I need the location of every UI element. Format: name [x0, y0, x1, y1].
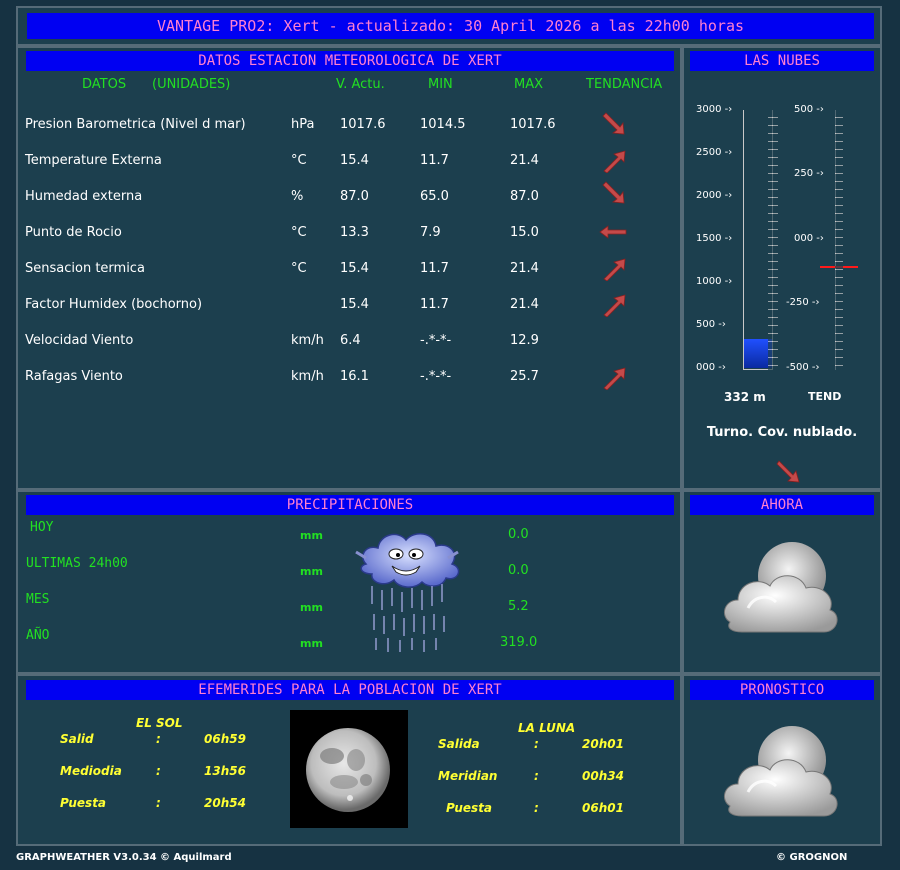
night-cloudy-icon [718, 536, 848, 650]
cloud-status: Turno. Cov. nublado. [706, 425, 858, 440]
row-min: 65.0 [420, 189, 449, 204]
row-unit: km/h [291, 369, 324, 384]
trend-up-arrow-icon [602, 366, 628, 394]
sol-label: Salid [60, 732, 94, 746]
sol-heading: EL SOL [136, 716, 183, 730]
row-max: 21.4 [510, 153, 539, 168]
row-label: Velocidad Viento [25, 333, 134, 348]
luna-value: 20h01 [582, 737, 624, 751]
luna-label: Salida [438, 737, 480, 751]
col-unidades: (UNIDADES) [152, 77, 231, 92]
luna-label: Meridian [438, 769, 498, 783]
trend-down-arrow-icon [602, 180, 628, 208]
row-unit: °C [291, 153, 307, 168]
trend-down-arrow-icon [776, 460, 802, 488]
right-tick: 250 -› [794, 168, 824, 179]
footer-credit: GRAPHWEATHER V3.0.34 © Aquilmard [16, 852, 232, 863]
row-min: 11.7 [420, 297, 449, 312]
row-label: Punto de Rocio [25, 225, 122, 240]
trend-down-arrow-icon [602, 111, 628, 139]
sol-value: 20h54 [204, 796, 246, 810]
row-max: 12.9 [510, 333, 539, 348]
row-max: 25.7 [510, 369, 539, 384]
row-actual: 1017.6 [340, 117, 386, 132]
sol-value: 06h59 [204, 732, 246, 746]
right-tick: 000 -› [794, 233, 824, 244]
header-title: VANTAGE PRO2: Xert - actualizado: 30 April 2026 a las 22h00 horas [27, 13, 874, 39]
row-label: Humedad externa [25, 189, 143, 204]
sol-value: 13h56 [204, 764, 246, 778]
datos-title: DATOS ESTACION METEOROLOGICA DE XERT [26, 51, 674, 71]
pronostico-title: PRONOSTICO [690, 680, 874, 700]
precip-label: AÑO [26, 628, 50, 643]
luna-value: 00h34 [582, 769, 624, 783]
row-actual: 15.4 [340, 261, 369, 276]
cloud-gauge [690, 100, 880, 390]
col-max: MAX [514, 77, 544, 92]
left-tick: 2000 -› [696, 190, 733, 201]
sol-label: Puesta [60, 796, 107, 810]
right-tick: 500 -› [794, 104, 824, 115]
cloud-base-value: 332 m [724, 390, 766, 404]
rain-cloud-icon [348, 526, 472, 658]
row-label: Temperature Externa [25, 153, 162, 168]
sol-label: Mediodia [60, 764, 122, 778]
sol-sep: : [156, 796, 161, 810]
row-min: 1014.5 [420, 117, 466, 132]
luna-heading: LA LUNA [518, 721, 576, 735]
precip-value: 319.0 [500, 635, 538, 650]
tend-label: TEND [808, 390, 842, 403]
row-min: -.*-*- [420, 369, 452, 384]
col-actual: V. Actu. [336, 77, 385, 92]
precip-value: 5.2 [508, 599, 529, 614]
moon-phase-image [290, 710, 408, 828]
trend-up-arrow-icon [602, 257, 628, 285]
row-max: 15.0 [510, 225, 539, 240]
left-tick: 500 -› [696, 319, 726, 330]
luna-sep: : [534, 801, 539, 815]
row-max: 21.4 [510, 297, 539, 312]
row-max: 87.0 [510, 189, 539, 204]
row-unit: % [291, 189, 304, 204]
row-unit: hPa [291, 117, 315, 132]
left-tick: 2500 -› [696, 147, 733, 158]
right-minor-ticks [835, 110, 843, 370]
trend-up-arrow-icon [602, 293, 628, 321]
row-label: Presion Barometrica (Nivel d mar) [25, 117, 246, 132]
sol-sep: : [156, 732, 161, 746]
row-label: Sensacion termica [25, 261, 145, 276]
row-actual: 87.0 [340, 189, 369, 204]
row-unit: °C [291, 261, 307, 276]
row-max: 21.4 [510, 261, 539, 276]
row-actual: 13.3 [340, 225, 369, 240]
footer-copyright: © GROGNON [776, 852, 848, 863]
luna-sep: : [534, 737, 539, 751]
row-actual: 15.4 [340, 153, 369, 168]
sol-sep: : [156, 764, 161, 778]
col-min: MIN [428, 77, 453, 92]
col-datos: DATOS [82, 77, 127, 92]
nubes-title: LAS NUBES [690, 51, 874, 71]
row-min: 11.7 [420, 153, 449, 168]
right-tick: -250 -› [786, 297, 820, 308]
left-minor-ticks [768, 110, 778, 370]
left-tick: 1000 -› [696, 276, 733, 287]
precip-unit: mm [300, 529, 323, 542]
left-tick: 1500 -› [696, 233, 733, 244]
precip-label: HOY [30, 520, 54, 535]
luna-label: Puesta [446, 801, 493, 815]
precip-unit: mm [300, 637, 323, 650]
efemerides-title: EFEMERIDES PARA LA POBLACION DE XERT [26, 680, 674, 700]
row-min: 7.9 [420, 225, 441, 240]
precip-unit: mm [300, 565, 323, 578]
row-min: 11.7 [420, 261, 449, 276]
right-tick: -500 -› [786, 362, 820, 373]
precip-value: 0.0 [508, 563, 529, 578]
ahora-title: AHORA [690, 495, 874, 515]
luna-value: 06h01 [582, 801, 624, 815]
precip-label: ULTIMAS 24h00 [26, 556, 128, 571]
forecast-cloudy-icon [718, 720, 848, 834]
col-tendancia: TENDANCIA [586, 77, 663, 92]
precip-label: MES [26, 592, 50, 607]
left-tick: 000 -› [696, 362, 726, 373]
precip-unit: mm [300, 601, 323, 614]
trend-flat-arrow-icon [598, 224, 628, 244]
left-tick: 3000 -› [696, 104, 733, 115]
row-actual: 16.1 [340, 369, 369, 384]
row-unit: km/h [291, 333, 324, 348]
luna-sep: : [534, 769, 539, 783]
row-max: 1017.6 [510, 117, 556, 132]
row-label: Rafagas Viento [25, 369, 123, 384]
row-actual: 6.4 [340, 333, 361, 348]
row-actual: 15.4 [340, 297, 369, 312]
row-label: Factor Humidex (bochorno) [25, 297, 203, 312]
row-unit: °C [291, 225, 307, 240]
trend-up-arrow-icon [602, 149, 628, 177]
precip-value: 0.0 [508, 527, 529, 542]
precip-title: PRECIPITACIONES [26, 495, 674, 515]
row-min: -.*-*- [420, 333, 452, 348]
